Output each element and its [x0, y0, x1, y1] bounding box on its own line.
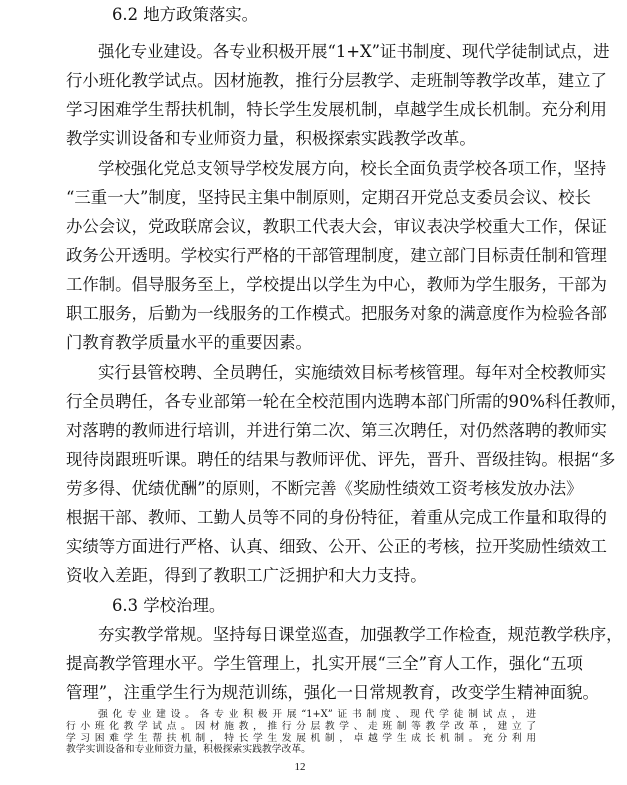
paragraph-line: 行小班化教学试点。因材施教，推行分层教学、走班制等教学改革，建立了 [66, 71, 607, 90]
paragraph-line: 强化专业建设。各专业积极开展“1+X”证书制度、现代学徒制试点，进 [98, 709, 536, 720]
paragraph-line: 根据干部、教师、工勤人员等不同的身份特征，着重从完成工作量和取得的 [66, 508, 607, 527]
paragraph-line: 教学实训设备和专业师资力量，积极探索实践教学改革。 [66, 744, 311, 756]
paragraph-line: 实行县管校聘、全员聘任，实施绩效目标考核管理。每年对全校教师实 [98, 363, 607, 382]
paragraph-line: 工作制。倡导服务至上，学校提出以学生为中心，教师为学生服务，干部为 [66, 275, 607, 294]
paragraph-line: 职工服务，后勤为一线服务的工作模式。把服务对象的满意度作为检验各部 [66, 304, 607, 323]
paragraph-line: 强化专业建设。各专业积极开展“1+X”证书制度、现代学徒制试点，进 [98, 42, 610, 61]
paragraph-line: 学习困难学生帮扶机制，特长学生发展机制，卓越学生成长机制。充分利用 [66, 100, 607, 119]
paragraph-line: “三重一大”制度，坚持民主集中制原则，定期召开党总支委员会议、校长 [66, 188, 591, 207]
paragraph-line: 管理”，注重学生行为规范训练，强化一日常规教育，改变学生精神面貌。 [66, 683, 599, 702]
paragraph-line: 夯实教学常规。坚持每日课堂巡查，加强教学工作检查，规范教学秩序， [98, 625, 623, 644]
paragraph-line: 学校强化党总支领导学校发展方向，校长全面负责学校各项工作，坚持 [98, 159, 607, 178]
paragraph-line: 对落聘的教师进行培训，并进行第二次、第三次聘任，对仍然落聘的教师实 [66, 421, 607, 440]
paragraph-line: 资收入差距，得到了教职工广泛拥护和大力支持。 [66, 566, 427, 585]
page-number: 12 [294, 761, 306, 773]
paragraph-line: 实绩等方面进行严格、认真、细致、公开、公正的考核，拉开奖励性绩效工 [66, 537, 607, 556]
section-heading-6-3: 6.3 学校治理。 [112, 596, 226, 615]
paragraph-line: 办公会议，党政联席会议，教职工代表大会，审议表决学校重大工作，保证 [66, 217, 607, 236]
paragraph-line: 现待岗跟班听课。聘任的结果与教师评优、评先，晋升、晋级挂钩。根据“多 [66, 450, 616, 469]
section-heading-6-2: 6.2 地方政策落实。 [112, 5, 259, 24]
paragraph-line: 门教育教学质量水平的重要因素。 [66, 333, 312, 352]
paragraph-line: 教学实训设备和专业师资力量，积极探索实践教学改革。 [66, 129, 476, 148]
paragraph-line: 劳多得、优绩优酬”的原则，不断完善《奖励性绩效工资考核发放办法》 [66, 479, 583, 498]
paragraph-line: 学习困难学生帮扶机制，特长学生发展机制，卓越学生成长机制。充分利用 [66, 732, 536, 744]
paragraph-line: 行小班化教学试点。因材施教，推行分层教学、走班制等教学改革，建立了 [66, 720, 536, 732]
paragraph-line: 提高教学管理水平。学生管理上，扎实开展“三全”育人工作，强化“五项 [66, 654, 583, 673]
paragraph-line: 政务公开透明。学校实行严格的干部管理制度，建立部门目标责任制和管理 [66, 246, 607, 265]
paragraph-line: 行全员聘任，各专业部第一轮在全校范围内选聘本部门所需的90%科任教师， [66, 392, 627, 411]
